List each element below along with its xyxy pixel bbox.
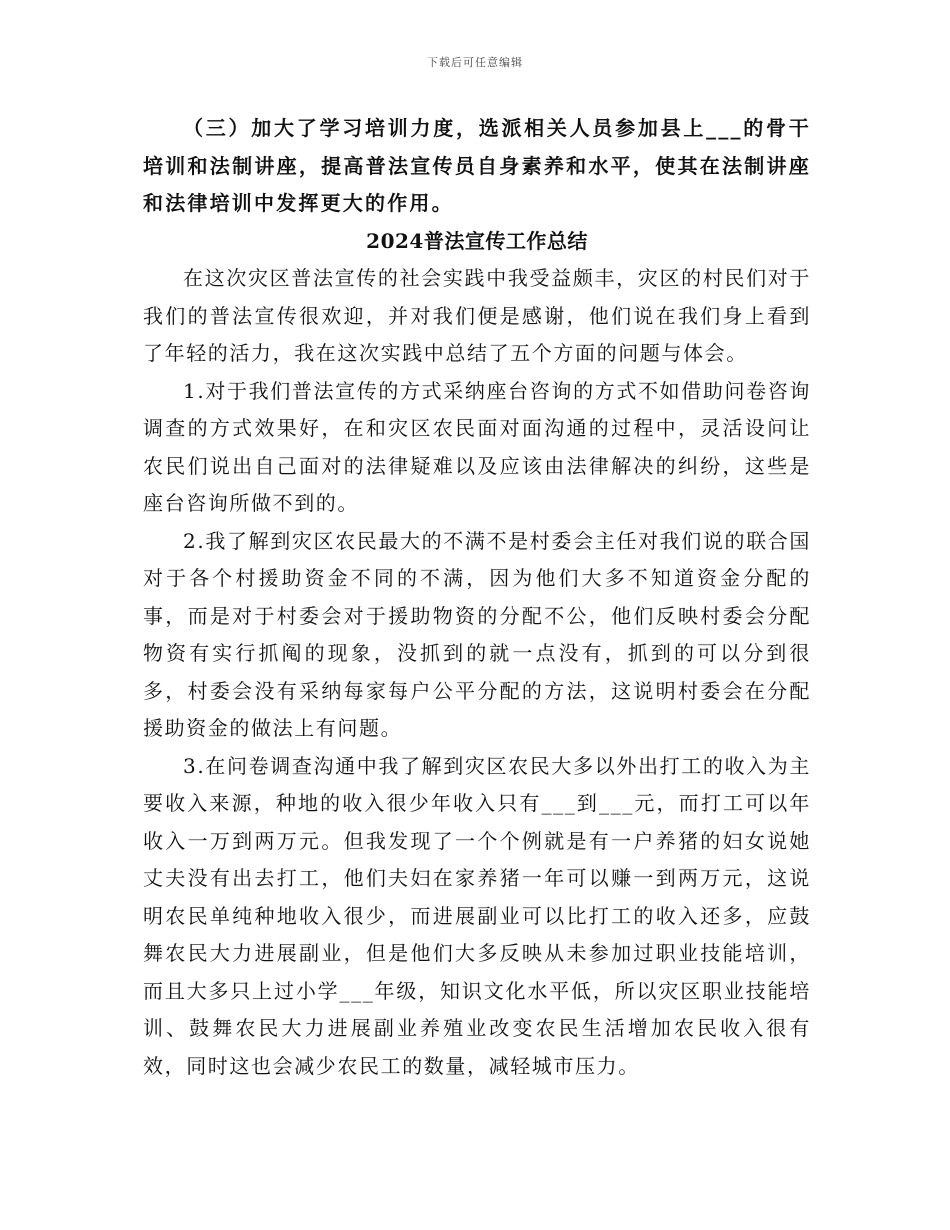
- body-paragraph-point-2: 2.我了解到灾区农民最大的不满不是村委会主任对我们说的联合国对于各个村援助资金不同的不满，因为他们大多不知道资金分配的事，而是对于村委会对于援助物资的分配不公，他们反映村委会分配物资有实行抓阄的现象，没抓到的就一点没有，抓到的可以分到很多，村委会没有采纳每家每户公平分配的方法，这说明村委会在分配援助资金的做法上有问题。: [143, 528, 811, 740]
- document-title: 2024普法宣传工作总结: [366, 228, 588, 253]
- page-header-note: 下载后可任意编辑: [427, 56, 523, 69]
- body-paragraph-point-3: 3.在问卷调查沟通中我了解到灾区农民大多以外出打工的收入为主要收入来源，种地的收入很少年收入只有___到___元，而打工可以年收入一万到两万元。但我发现了一个个例就是有一户养猪的妇女说她丈夫没有出去打工，他们夫妇在家养猪一年可以赚一到两万元，这说明农民单纯种地收入很少，而进展副业可以比打工的收入还多，应鼓舞农民大力进展副业，但是他们大多反映从未参加过职业技能培训，而且大多只上过小学___年级，知识文化水平低，所以灾区职业技能培训、鼓舞农民大力进展副业养殖业改变农民生活增加农民收入很有效，同时这也会减少农民工的数量，减轻城市压力。: [143, 753, 811, 1078]
- document-body: [143, 110, 811, 1085]
- body-paragraph-point-1: 1.对于我们普法宣传的方式采纳座台咨询的方式不如借助问卷咨询调查的方式效果好，在和灾区农民面对面沟通的过程中，灵活设问让农民们说出自己面对的法律疑难以及应该由法律解决的纠纷，这些是座台咨询所做不到的。: [143, 378, 811, 515]
- intro-paragraph: （三）加大了学习培训力度，选派相关人员参加县上___的骨干培训和法制讲座，提高普法宣传员自身素养和水平，使其在法制讲座和法律培训中发挥更大的作用。: [143, 116, 811, 215]
- body-paragraph-intro: 在这次灾区普法宣传的社会实践中我受益颇丰，灾区的村民们对于我们的普法宣传很欢迎，并对我们便是感谢，他们说在我们身上看到了年轻的活力，我在这次实践中总结了五个方面的问题与体会。: [143, 266, 811, 365]
